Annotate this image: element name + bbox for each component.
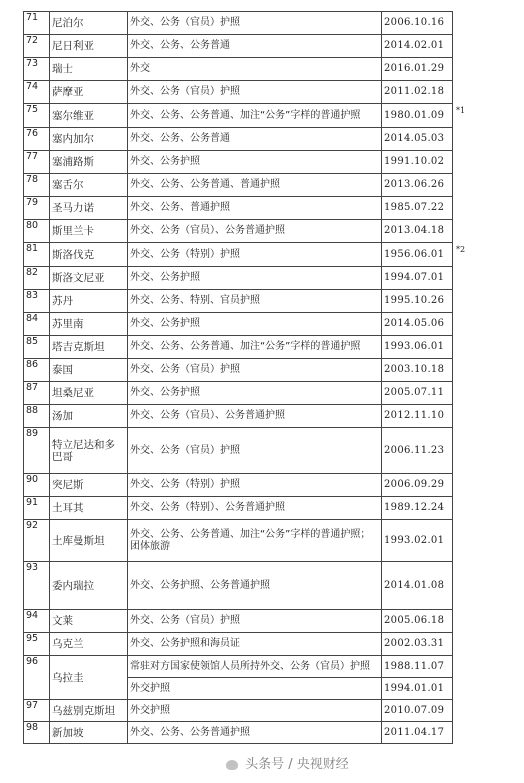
row-number: 71: [24, 12, 50, 35]
table-row: [24, 428, 470, 474]
effective-date: 1991.10.02: [382, 151, 453, 174]
table-row: [24, 700, 470, 722]
effective-date: 2014.05.06: [382, 313, 453, 336]
table-row: [24, 336, 470, 359]
passport-types: 外交、公务、公务普通、加注“公务”字样的普通护照: [128, 336, 382, 359]
footnote-mark: [453, 678, 470, 700]
country-name: 斯里兰卡: [50, 220, 128, 243]
footnote-mark: [453, 12, 470, 35]
country-name: 乌兹别克斯坦: [50, 700, 128, 722]
country-name: 苏丹: [50, 290, 128, 313]
effective-date: 2011.02.18: [382, 81, 453, 104]
row-number: 90: [24, 474, 50, 497]
passport-types: 外交、公务（特别）、公务普通护照: [128, 497, 382, 520]
country-name: 乌拉圭: [50, 656, 128, 700]
effective-date: 2014.01.08: [382, 562, 453, 610]
table-row: [24, 405, 470, 428]
country-name: 塞内加尔: [50, 128, 128, 151]
passport-types: 外交、公务护照: [128, 267, 382, 290]
row-number: 89: [24, 428, 50, 474]
passport-types: 外交、公务（官员）、公务普通护照: [128, 405, 382, 428]
effective-date: 2012.11.10: [382, 405, 453, 428]
country-name: 新加坡: [50, 722, 128, 744]
table-row: [24, 197, 470, 220]
visa-exemption-table: [23, 11, 470, 744]
passport-types: 外交、公务（官员）护照: [128, 610, 382, 633]
country-name: 萨摩亚: [50, 81, 128, 104]
table-row: [24, 128, 470, 151]
country-name: 坦桑尼亚: [50, 382, 128, 405]
effective-date: 2014.05.03: [382, 128, 453, 151]
passport-types: 外交、公务护照和海员证: [128, 633, 382, 656]
passport-types: 外交、公务（官员）、公务普通护照: [128, 220, 382, 243]
effective-date: 2006.10.16: [382, 12, 453, 35]
footnote-mark: [453, 267, 470, 290]
row-number: 93: [24, 562, 50, 610]
table-row: [24, 562, 470, 610]
row-number: 94: [24, 610, 50, 633]
passport-types: 外交、公务、公务普通、普通护照: [128, 174, 382, 197]
passport-types: 常驻对方国家使领馆人员所持外交、公务（官员）护照: [128, 656, 382, 678]
table-row: [24, 520, 470, 562]
table-row: [24, 313, 470, 336]
row-number: 98: [24, 722, 50, 744]
footnote-mark: [453, 174, 470, 197]
footnote-mark: [453, 562, 470, 610]
row-number: 75: [24, 104, 50, 128]
passport-types: 外交、公务（官员）护照: [128, 12, 382, 35]
table-row: [24, 104, 470, 128]
effective-date: 1994.07.01: [382, 267, 453, 290]
passport-types: 外交、公务护照: [128, 382, 382, 405]
row-number: 95: [24, 633, 50, 656]
effective-date: 2005.06.18: [382, 610, 453, 633]
country-name: 斯洛文尼亚: [50, 267, 128, 290]
country-name: 尼日利亚: [50, 35, 128, 58]
country-name: 圣马力诺: [50, 197, 128, 220]
country-name: 突尼斯: [50, 474, 128, 497]
row-number: 79: [24, 197, 50, 220]
footnote-mark: [453, 428, 470, 474]
watermark-text: 头条号 / 央视财经: [245, 757, 349, 772]
table-row: [24, 267, 470, 290]
country-name: 瑞士: [50, 58, 128, 81]
passport-types: 外交、公务、公务普通: [128, 128, 382, 151]
watermark: [226, 753, 349, 772]
effective-date: 2005.07.11: [382, 382, 453, 405]
table-row: [24, 151, 470, 174]
footnote-mark: [453, 336, 470, 359]
row-number: 84: [24, 313, 50, 336]
passport-types: 外交护照: [128, 678, 382, 700]
row-number: 86: [24, 359, 50, 382]
passport-types: 外交、公务护照: [128, 151, 382, 174]
row-number: 88: [24, 405, 50, 428]
footnote-mark: [453, 656, 470, 678]
table-row: [24, 12, 470, 35]
effective-date: 1985.07.22: [382, 197, 453, 220]
country-name: 委内瑞拉: [50, 562, 128, 610]
effective-date: 2013.04.18: [382, 220, 453, 243]
effective-date: 1994.01.01: [382, 678, 453, 700]
footnote-mark: [453, 58, 470, 81]
effective-date: 1956.06.01: [382, 243, 453, 267]
effective-date: 1995.10.26: [382, 290, 453, 313]
passport-types: 外交、公务（特别）护照: [128, 243, 382, 267]
table-row: [24, 382, 470, 405]
footnote-mark: [453, 700, 470, 722]
footnote-mark: [453, 497, 470, 520]
table-row: [24, 359, 470, 382]
footnote-mark: [453, 359, 470, 382]
row-number: 83: [24, 290, 50, 313]
effective-date: 1989.12.24: [382, 497, 453, 520]
country-name: 泰国: [50, 359, 128, 382]
table-row: [24, 722, 470, 744]
passport-types: 外交、公务、特别、官员护照: [128, 290, 382, 313]
effective-date: 2011.04.17: [382, 722, 453, 744]
passport-types: 外交、公务护照、公务普通护照: [128, 562, 382, 610]
table-row: [24, 174, 470, 197]
table-row: [24, 633, 470, 656]
footnote-mark: [453, 474, 470, 497]
effective-date: 1980.01.09: [382, 104, 453, 128]
footnote-mark: [453, 610, 470, 633]
passport-types: 外交、公务（特别）护照: [128, 474, 382, 497]
footnote-mark: [453, 35, 470, 58]
row-number: 82: [24, 267, 50, 290]
passport-types: 外交、公务、公务普通、加注“公务”字样的普通护照: [128, 104, 382, 128]
row-number: 96: [24, 656, 50, 700]
table-row: [24, 290, 470, 313]
footnote-mark: [453, 313, 470, 336]
row-number: 87: [24, 382, 50, 405]
effective-date: 1988.11.07: [382, 656, 453, 678]
effective-date: 2006.09.29: [382, 474, 453, 497]
passport-types: 外交、公务（官员）护照: [128, 359, 382, 382]
country-name: 乌克兰: [50, 633, 128, 656]
footnote-mark: *1: [456, 105, 466, 115]
table-row: [24, 220, 470, 243]
table-row: [24, 656, 470, 678]
country-name: 汤加: [50, 405, 128, 428]
row-number: 72: [24, 35, 50, 58]
row-number: 91: [24, 497, 50, 520]
effective-date: 2013.06.26: [382, 174, 453, 197]
footnote-mark: [453, 520, 470, 562]
effective-date: 1993.02.01: [382, 520, 453, 562]
footnote-mark: [453, 722, 470, 744]
passport-types: 外交: [128, 58, 382, 81]
effective-date: 2006.11.23: [382, 428, 453, 474]
table-row: [24, 243, 470, 267]
row-number: 80: [24, 220, 50, 243]
passport-types: 外交、公务（官员）护照: [128, 81, 382, 104]
effective-date: 2014.02.01: [382, 35, 453, 58]
row-number: 78: [24, 174, 50, 197]
footnote-mark: [453, 128, 470, 151]
table-row: [24, 497, 470, 520]
passport-types: 外交、公务护照: [128, 313, 382, 336]
row-number: 76: [24, 128, 50, 151]
row-number: 77: [24, 151, 50, 174]
footnote-mark: [453, 633, 470, 656]
table-row: [24, 81, 470, 104]
passport-types: 外交、公务、公务普通: [128, 35, 382, 58]
passport-types: 外交护照: [128, 700, 382, 722]
country-name: 塔吉克斯坦: [50, 336, 128, 359]
effective-date: 2002.03.31: [382, 633, 453, 656]
row-number: 73: [24, 58, 50, 81]
weibo-logo-icon: [226, 760, 238, 770]
effective-date: 2010.07.09: [382, 700, 453, 722]
table-row: [24, 474, 470, 497]
country-name: 特立尼达和多巴哥: [50, 428, 128, 474]
footnote-mark: *2: [456, 244, 466, 254]
table-row: [24, 58, 470, 81]
footnote-mark: [453, 81, 470, 104]
country-name: 土耳其: [50, 497, 128, 520]
table-row: [24, 35, 470, 58]
footnote-mark: [453, 151, 470, 174]
footnote-mark: [453, 290, 470, 313]
passport-types: 外交、公务、公务普通护照: [128, 722, 382, 744]
country-name: 文莱: [50, 610, 128, 633]
country-name: 塞尔维亚: [50, 104, 128, 128]
country-name: 塞舌尔: [50, 174, 128, 197]
row-number: 97: [24, 700, 50, 722]
effective-date: 1993.06.01: [382, 336, 453, 359]
footnote-mark: [453, 382, 470, 405]
effective-date: 2003.10.18: [382, 359, 453, 382]
country-name: 塞浦路斯: [50, 151, 128, 174]
row-number: 85: [24, 336, 50, 359]
country-name: 斯洛伐克: [50, 243, 128, 267]
country-name: 尼泊尔: [50, 12, 128, 35]
row-number: 81: [24, 243, 50, 267]
effective-date: 2016.01.29: [382, 58, 453, 81]
table-row: [24, 610, 470, 633]
country-name: 苏里南: [50, 313, 128, 336]
passport-types: 外交、公务（官员）护照: [128, 428, 382, 474]
row-number: 74: [24, 81, 50, 104]
row-number: 92: [24, 520, 50, 562]
footnote-mark: [453, 197, 470, 220]
footnote-mark: [453, 220, 470, 243]
passport-types: 外交、公务、普通护照: [128, 197, 382, 220]
footnote-mark: [453, 405, 470, 428]
passport-types: 外交、公务、公务普通、加注“公务”字样的普通护照；团体旅游: [128, 520, 382, 562]
country-name: 土库曼斯坦: [50, 520, 128, 562]
